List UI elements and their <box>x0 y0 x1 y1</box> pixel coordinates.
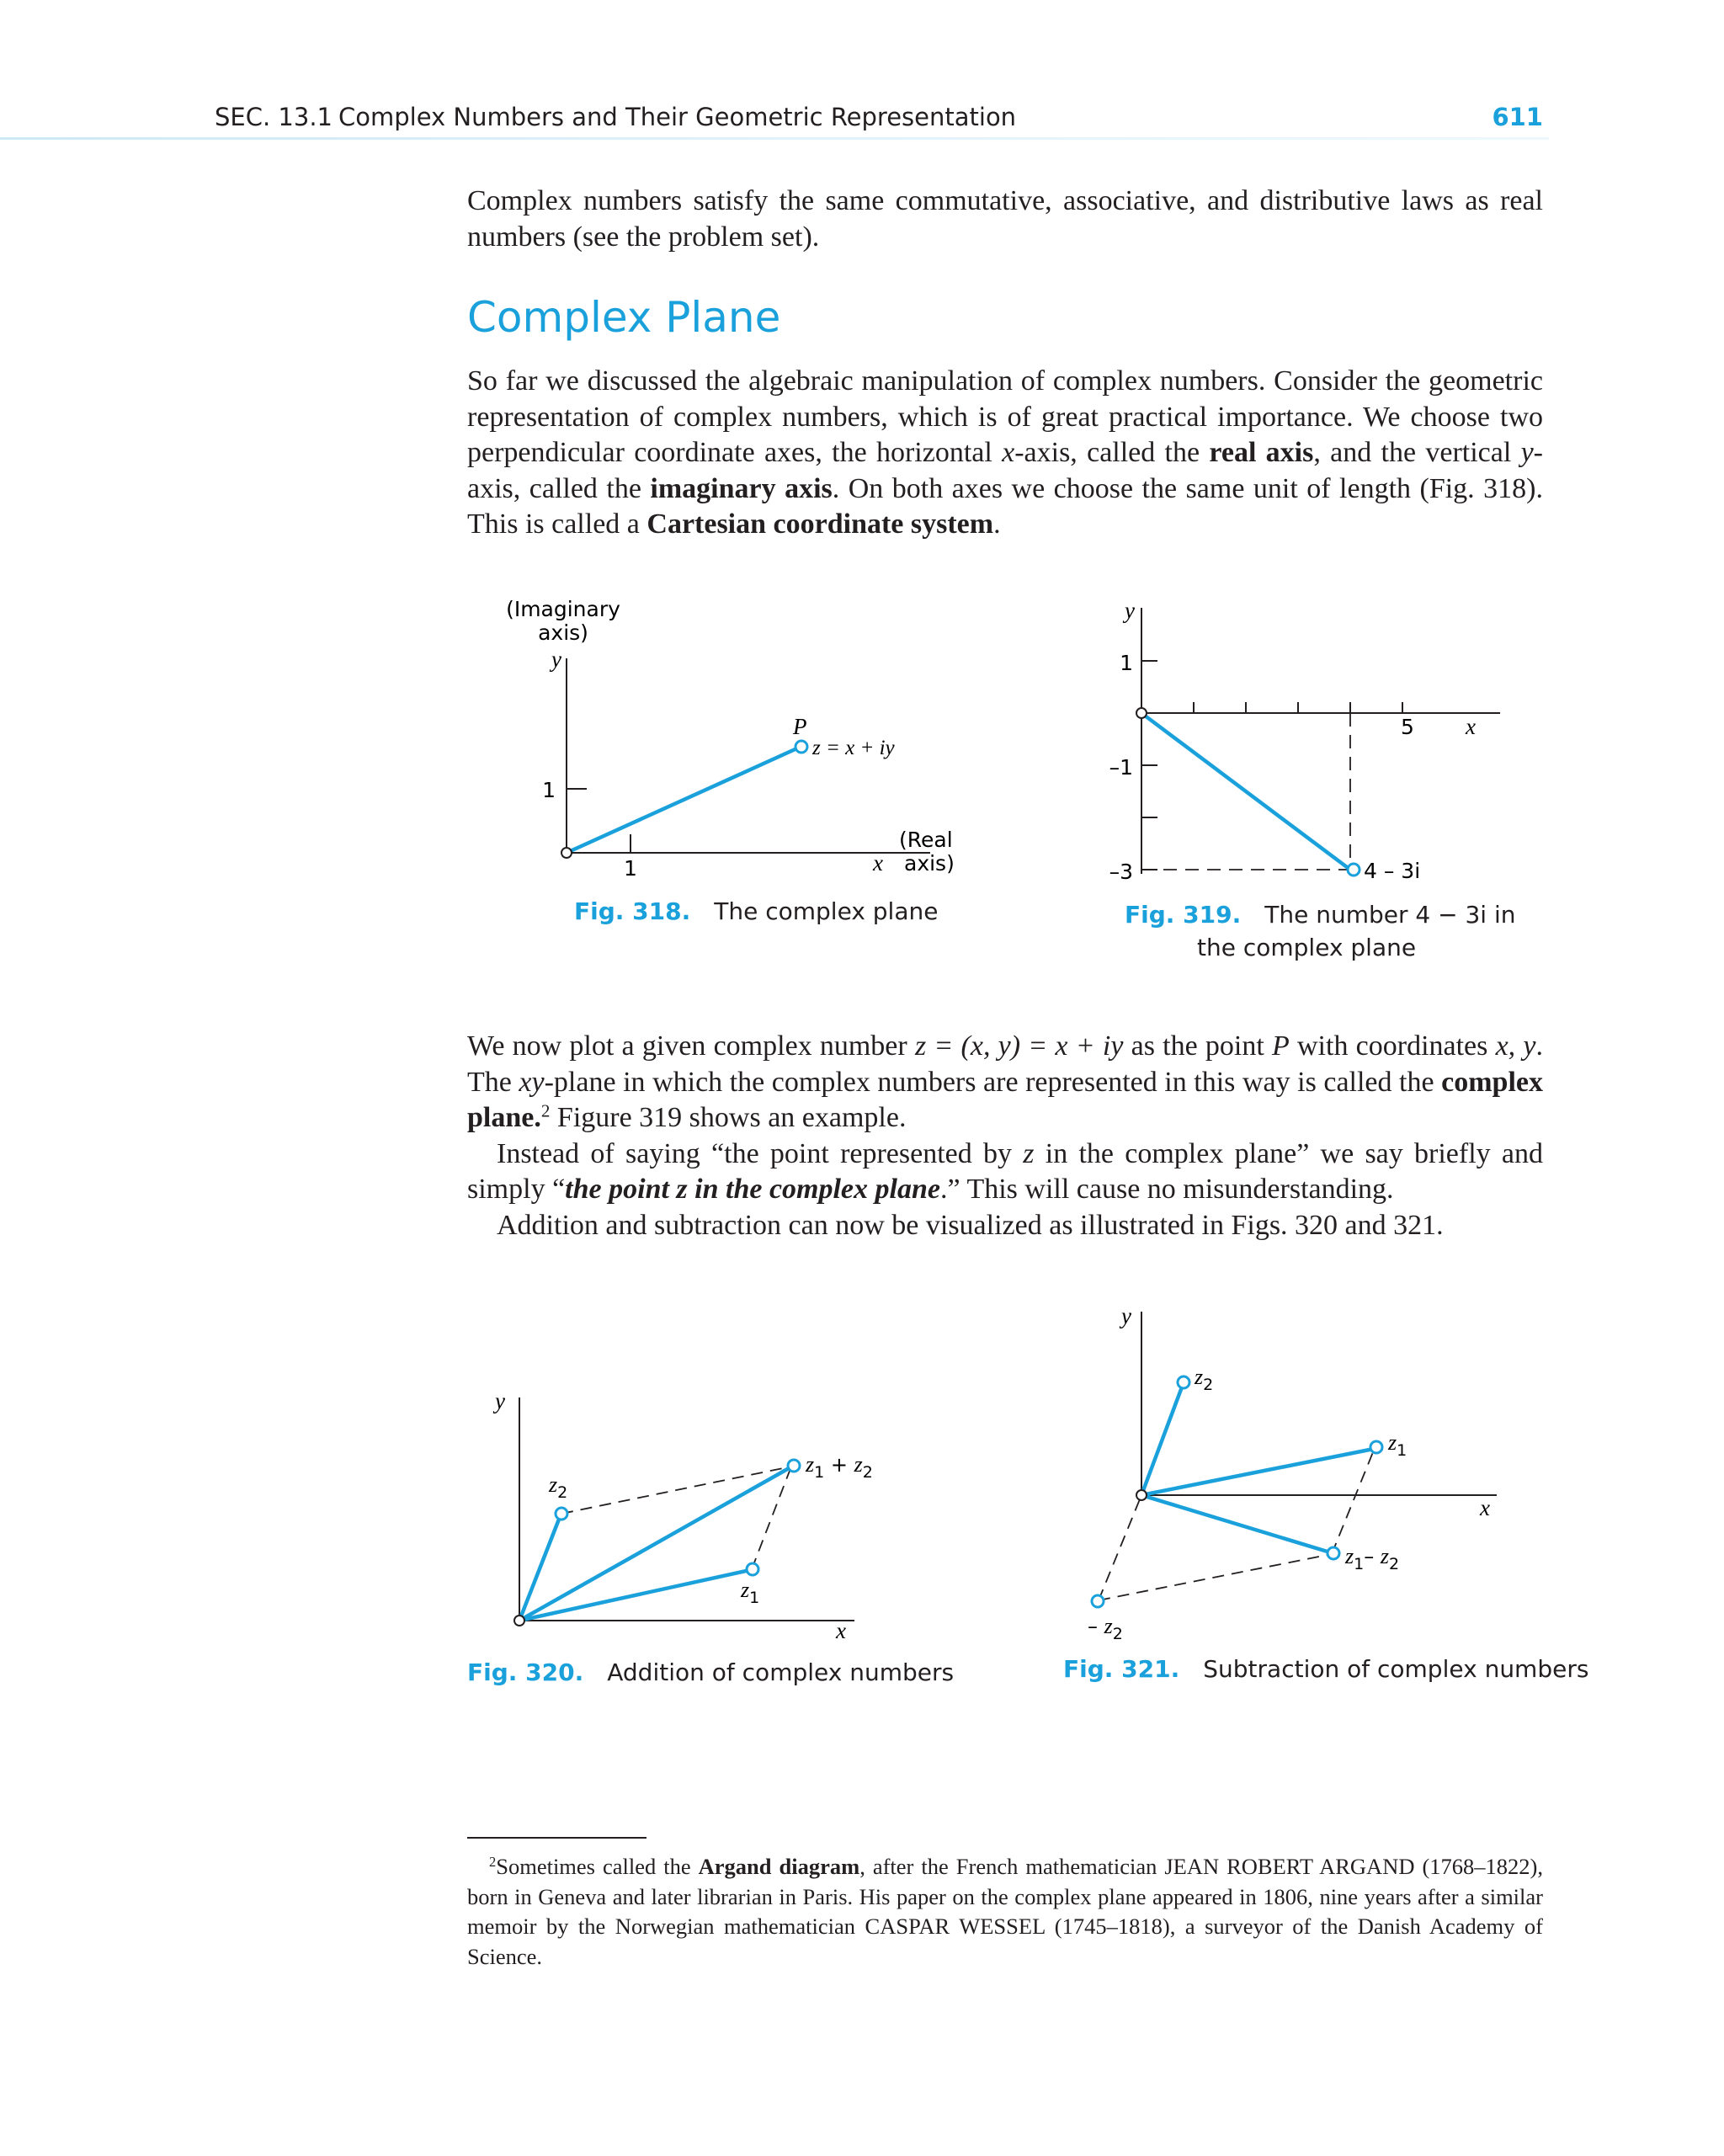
label-z2 <box>548 1472 567 1502</box>
math-z: z <box>1023 1137 1035 1169</box>
label-diff-sub2: 2 <box>1388 1555 1400 1573</box>
caption-fig-321 <box>1063 1655 1588 1683</box>
figure-321 <box>1078 1305 1515 1642</box>
footnote-text <box>467 1852 1543 1972</box>
label-sum-sub1: 1 <box>814 1463 825 1482</box>
term-argand-diagram: Argand diagram <box>698 1854 860 1879</box>
caption-text: Subtraction of complex numbers <box>1203 1655 1589 1683</box>
label-z1-subscript: 1 <box>749 1589 760 1607</box>
figure-321-diagram <box>1078 1305 1515 1642</box>
tick-label-minus-1: –1 <box>1109 755 1133 780</box>
text-run: , after the French mathematician JEAN ROBERT ARGAND (1768–1822), born in Geneva and later librarian in Paris. His paper on the complex plane appeared in 1806, nine years after a similar memoir by the Norwegian mathematician CASPAR WESSEL (1745–1818), a surveyor of the Danish Academy of Science. <box>467 1854 1543 1969</box>
label-z2-subscript: 2 <box>1203 1376 1214 1394</box>
text-run: -axis, called the <box>467 437 1543 504</box>
dashed-parallel-right <box>1332 1448 1375 1554</box>
x-symbol: x <box>1480 1495 1490 1520</box>
label-z1-symbol: z <box>741 1578 750 1602</box>
y-axis-label-line1: (Imaginary <box>506 597 620 621</box>
origin-point <box>1136 1490 1147 1500</box>
text-run: We now plot a given complex number <box>467 1030 915 1062</box>
y-symbol: y <box>495 1388 505 1413</box>
label-z1-plus-z2 <box>805 1452 873 1482</box>
paragraph-4: Addition and subtraction can now be visualized as illustrated in Figs. 320 and 321. <box>497 1209 1444 1241</box>
vector-z2 <box>519 1517 560 1621</box>
math-xy-plane: xy <box>519 1066 545 1098</box>
label-diff-z2: z <box>1380 1544 1389 1568</box>
dashed-neg-z2 <box>1099 1495 1141 1600</box>
label-neg-minus: – <box>1088 1615 1104 1638</box>
label-z2-symbol: z <box>549 1472 558 1497</box>
math-eq: z = (x, y) = x + iy <box>914 1030 1124 1062</box>
point-p <box>795 741 807 753</box>
point-neg-z2 <box>1092 1595 1104 1607</box>
x-tick-label: 1 <box>624 856 637 881</box>
x-symbol: x <box>1466 714 1476 739</box>
figure-319 <box>1094 598 1515 884</box>
label-z1-subscript: 1 <box>1397 1441 1407 1460</box>
label-neg-z2-symbol: z <box>1104 1614 1113 1638</box>
emphasis: the point z in the complex plane <box>565 1174 940 1205</box>
figure-319-diagram <box>1094 598 1515 884</box>
caption-fig-318 <box>574 897 938 925</box>
intro-text: Complex numbers satisfy the same commutative, associative, and distributive laws as real numbers (see the problem set). <box>467 185 1543 253</box>
point-z1 <box>1370 1441 1382 1453</box>
x-symbol: x <box>836 1618 846 1643</box>
tick-label-5: 5 <box>1401 715 1414 739</box>
vector-z <box>567 748 799 853</box>
point-4-3i <box>1348 864 1360 876</box>
intro-paragraph <box>467 184 1543 255</box>
label-sum-sub2: 2 <box>862 1463 873 1482</box>
vector-z2 <box>1141 1385 1183 1495</box>
caption-fig-319 <box>1125 901 1516 929</box>
caption-label: Fig. 319. <box>1125 901 1242 929</box>
point-z1-minus-z2 <box>1328 1547 1339 1559</box>
paragraph-complex-plane <box>467 364 1543 543</box>
figure-320 <box>488 1381 875 1650</box>
caption-text: The number 4 − 3i in <box>1264 901 1516 929</box>
point-z2 <box>556 1508 567 1520</box>
text-run: as the point <box>1123 1030 1273 1062</box>
header-rule <box>0 137 1549 140</box>
point-z2 <box>1178 1376 1189 1388</box>
y-tick-label: 1 <box>542 778 556 802</box>
tick-label-1: 1 <box>1120 651 1133 675</box>
math-x: x <box>1002 437 1015 468</box>
origin-point <box>514 1616 524 1626</box>
text-run: . The <box>467 1030 1543 1098</box>
label-neg-z2-subscript: 2 <box>1112 1625 1123 1643</box>
text-run: . On both axes we choose the same unit of length (Fig. 318). This is called a <box>467 472 1543 540</box>
y-symbol: y <box>551 647 561 672</box>
footnote-rule <box>467 1837 646 1839</box>
text-run: -axis, called the <box>1014 437 1210 468</box>
text-run: with coordinates <box>1289 1030 1496 1062</box>
term-complex-plane: complex plane <box>467 1066 1543 1133</box>
paragraph-group-plotting <box>467 1029 1543 1243</box>
text-run: , and the vertical <box>1313 437 1521 468</box>
section-heading: Complex Plane <box>467 293 781 342</box>
label-z2-symbol: z <box>1195 1365 1204 1389</box>
point-equation: z = x + iy <box>812 737 895 759</box>
caption-text: Addition of complex numbers <box>607 1658 955 1686</box>
text-run: So far we discussed the algebraic manipulation of complex numbers. Consider the geometric representation of complex numbers, which is of great practical importance. We choose two perpendicular coordinate axes, the horizontal <box>467 365 1543 468</box>
caption-fig-320 <box>467 1658 954 1686</box>
footnote <box>467 1852 1543 1972</box>
figure-318-diagram <box>505 589 976 892</box>
point-label: 4 – 3i <box>1364 859 1421 883</box>
x-axis-label-line2: axis) <box>904 851 955 876</box>
figure-318 <box>505 589 976 892</box>
label-neg-z2 <box>1088 1614 1123 1643</box>
running-head <box>215 103 1543 136</box>
caption-label: Fig. 320. <box>467 1658 584 1686</box>
caption-fig-319-line2: the complex plane <box>1197 934 1417 961</box>
label-sum-z2: z <box>854 1452 863 1477</box>
caption-label: Fig. 318. <box>574 897 691 925</box>
text-run: -plane in which the complex numbers are represented in this way is called the <box>544 1066 1442 1098</box>
label-z2 <box>1194 1365 1213 1394</box>
origin-point <box>1136 708 1147 718</box>
x-axis-label-line1: (Real <box>899 828 953 852</box>
vector-z1 <box>519 1570 750 1621</box>
point-z1-plus-z2 <box>788 1460 800 1472</box>
term-cartesian: Cartesian coordinate system <box>646 508 994 540</box>
x-symbol: x <box>873 850 883 876</box>
paragraph-3 <box>467 1137 1543 1208</box>
running-head-title: Complex Numbers and Their Geometric Representation <box>338 103 1017 131</box>
label-z1 <box>1387 1430 1407 1460</box>
dashed-parallel-bottom <box>1099 1554 1332 1600</box>
vector-4-3i <box>1141 713 1350 870</box>
footnote-mark: 2 <box>489 1853 497 1870</box>
vector-z1-minus-z2 <box>1141 1495 1330 1552</box>
term-real-axis: real axis <box>1209 437 1314 468</box>
footnote-reference: 2 <box>540 1100 551 1121</box>
math-p: P <box>1272 1030 1290 1062</box>
paragraph-2: We now plot a given complex number z = (x, y) = x + iy as the point P with coordinates x, y. The xy-plane in which the complex numbers are represented in this way is called the complex plane.$^2$ Figure 319 shows an example. <box>467 1030 1543 1133</box>
label-sum-z1: z <box>806 1452 815 1477</box>
label-sum-plus: + <box>824 1453 854 1477</box>
math-xy: x, y <box>1495 1030 1536 1062</box>
section-number: SEC. 13.1 <box>215 103 333 131</box>
dashed-parallel-top <box>561 1467 791 1514</box>
text-run: in the complex plane” we say briefly and simply “ <box>467 1137 1543 1205</box>
caption-text: The complex plane <box>714 897 939 925</box>
y-axis-label-line2: axis) <box>538 620 588 645</box>
label-z1-minus-z2 <box>1344 1544 1399 1573</box>
label-z1 <box>740 1578 759 1607</box>
y-symbol: y <box>1125 598 1135 623</box>
dashed-parallel-right <box>752 1467 791 1569</box>
text-run: Instead of saying “the point represented by <box>497 1137 1024 1169</box>
caption-label: Fig. 321. <box>1063 1655 1180 1683</box>
paragraph-1 <box>467 364 1543 543</box>
page-number: 611 <box>1492 103 1543 131</box>
text-run: Figure 319 shows an example. <box>550 1102 907 1133</box>
label-z2-subscript: 2 <box>557 1483 568 1502</box>
vector-z1 <box>1141 1449 1374 1495</box>
term-imaginary-axis: imaginary axis <box>650 472 833 504</box>
text-run: .” This will cause no misunderstanding. <box>939 1174 1394 1205</box>
label-diff-z1: z <box>1345 1544 1354 1568</box>
text-run: . <box>993 508 1001 540</box>
origin-point <box>561 848 572 858</box>
text-run: Sometimes called the <box>496 1854 699 1879</box>
label-diff-sub1: 1 <box>1354 1555 1365 1573</box>
label-diff-minus: – <box>1364 1545 1381 1568</box>
tick-label-minus-3: –3 <box>1109 860 1133 884</box>
point-z1 <box>747 1563 758 1575</box>
label-z1-symbol: z <box>1388 1430 1397 1455</box>
y-symbol: y <box>1121 1303 1131 1328</box>
point-p-label: P <box>793 714 807 739</box>
figure-320-diagram <box>488 1381 875 1650</box>
math-y: y <box>1520 437 1534 468</box>
